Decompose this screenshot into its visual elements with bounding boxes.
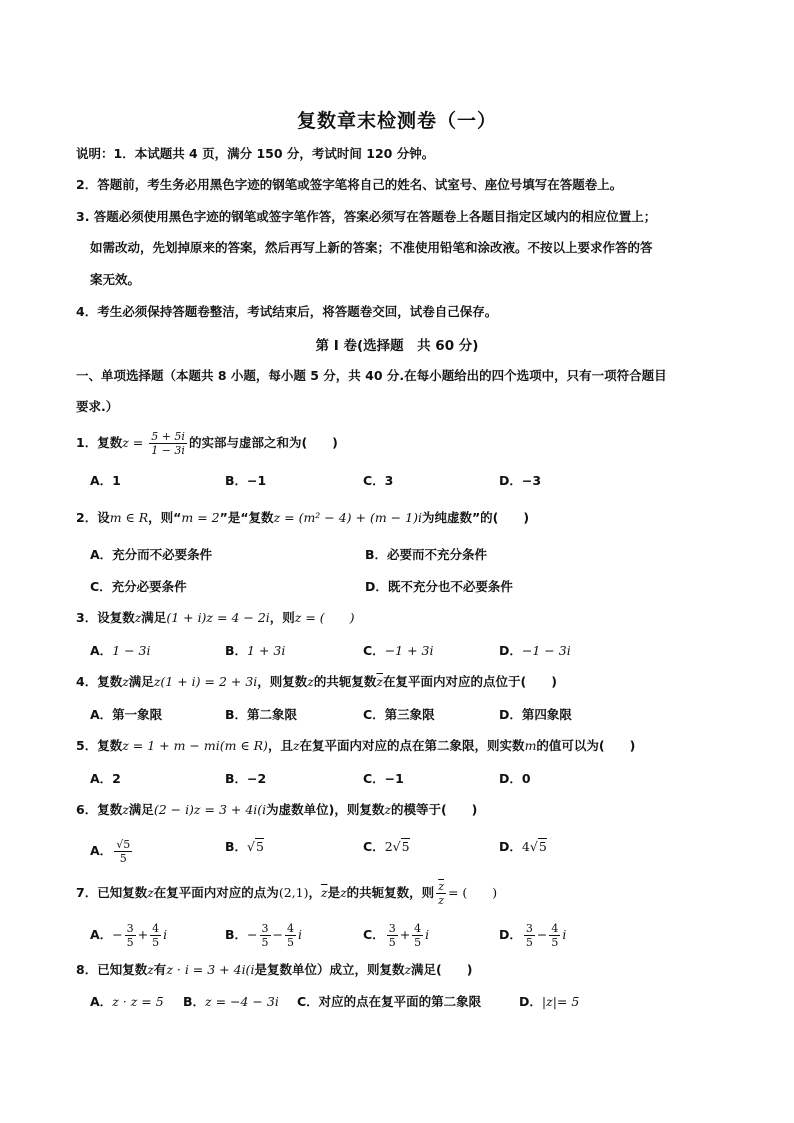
option-d: D．0: [499, 771, 531, 786]
page-title: 复数章末检测卷（一）: [296, 110, 497, 132]
option-c: C．−1: [363, 771, 404, 786]
option-b: B．1 + 3i: [225, 643, 286, 658]
fraction: $\frac{5 + 5i}{1 - 3i}$: [151, 430, 185, 457]
option-d: D．第四象限: [499, 707, 572, 722]
option-a: A． $\frac{√5}{5}$: [90, 838, 131, 865]
question-2: 2．设m ∈ R，则“m = 2”是“复数z = (m² − 4) + (m − 1)i为纯虚数”的( ): [76, 510, 530, 525]
option-d: D．4√5: [499, 839, 547, 854]
option-d: D．−1 − 3i: [499, 643, 571, 658]
question-8: 8．已知复数z有z · i = 3 + 4i(i是复数单位）成立，则复数z满足( ): [76, 962, 473, 977]
option-d: D．−3: [499, 473, 542, 488]
option-b: B．−2: [225, 771, 267, 786]
option-c: C．3: [363, 473, 394, 488]
option-c: C． $\frac{3}{5}$ + $\frac{4}{5}$ i: [363, 922, 430, 949]
question-4: 4．复数z满足z(1 + i) = 2 + 3i，则复数z的共轭复数$\overline{z}$在复平面内对应的点位于( ): [76, 674, 557, 689]
option-a: A．1: [90, 473, 121, 488]
question-3: 3．设复数z满足(1 + i)z = 4 − 2i，则z = ( ): [76, 610, 355, 625]
option-b: B．√5: [225, 839, 264, 854]
option-a: A．第一象限: [90, 707, 163, 722]
fraction: $\frac{√5}{5}$: [116, 838, 131, 865]
option-b: B．第二象限: [225, 707, 298, 722]
option-d: D．|z|= 5: [519, 994, 580, 1009]
question-6: 6．复数z满足(2 − i)z = 3 + 4i(i为虚数单位)，则复数z的模等于( ): [76, 802, 478, 817]
note-3a: 3. 答题必须使用黑色字迹的钢笔或签字笔作答，答案必须写在答题卷上各题目指定区域内的相应位置上；: [76, 209, 657, 224]
fraction: $\frac{\overline{z}}{z}$: [438, 880, 444, 907]
note-1: 说明：1．本试题共 4 页，满分 150 分，考试时间 120 分钟。: [76, 146, 435, 161]
option-c: C．第三象限: [363, 707, 435, 722]
option-a: A．− $\frac{3}{5}$ + $\frac{4}{5}$ i: [90, 922, 168, 949]
option-b: B．z = −4 − 3i: [183, 994, 279, 1009]
note-3b: 如需改动，先划掉原来的答案，然后再写上新的答案；不准使用铅笔和涂改液。不按以上要求作答的答: [90, 240, 653, 255]
option-b: B．− $\frac{3}{5}$ − $\frac{4}{5}$ i: [225, 922, 302, 949]
option-c: C．充分必要条件: [90, 579, 187, 594]
option-c: C．−1 + 3i: [363, 643, 434, 658]
option-a: A．充分而不必要条件: [90, 547, 213, 562]
option-d: D． $\frac{3}{5}$ − $\frac{4}{5}$ i: [499, 922, 567, 949]
option-a: A．z · z = 5: [90, 994, 164, 1009]
question-7: 7．已知复数z在复平面内对应的点为(2,1)，$\overline{z}$是z的共轭复数，则 $\frac{\overline{z}}{z}$ = ( ): [76, 880, 498, 907]
note-2: 2．答题前，考生务必用黑色字迹的钢笔或签字笔将自己的姓名、试室号、座位号填写在答题卷上。: [76, 177, 623, 192]
note-4: 4．考生必须保持答题卷整洁，考试结束后，将答题卷交回，试卷自己保存。: [76, 304, 498, 319]
question-1: 1．复数z = $\frac{5 + 5i}{1 - 3i}$ 的实部与虚部之和为( ): [76, 430, 338, 457]
part1-heading: 一、单项选择题（本题共 8 小题，每小题 5 分，共 40 分.在每小题给出的四个选项中，只有一项符合题目: [76, 368, 667, 383]
option-a: A．1 − 3i: [90, 643, 151, 658]
question-5: 5．复数z = 1 + m − mi(m ∈ R)，且z在复平面内对应的点在第二象限，则实数m的值可以为( ): [76, 738, 636, 753]
option-b: B．必要而不充分条件: [365, 547, 488, 562]
note-3c: 案无效。: [90, 272, 141, 287]
option-c: C．2√5: [363, 839, 410, 854]
option-c: C．对应的点在复平面的第二象限: [297, 994, 482, 1009]
option-a: A．2: [90, 771, 121, 786]
section-title: 第 I 卷(选择题 共 60 分): [315, 338, 479, 354]
option-b: B．−1: [225, 473, 267, 488]
option-d: D．既不充分也不必要条件: [365, 579, 513, 594]
part1-heading-cont: 要求.）: [76, 399, 119, 414]
